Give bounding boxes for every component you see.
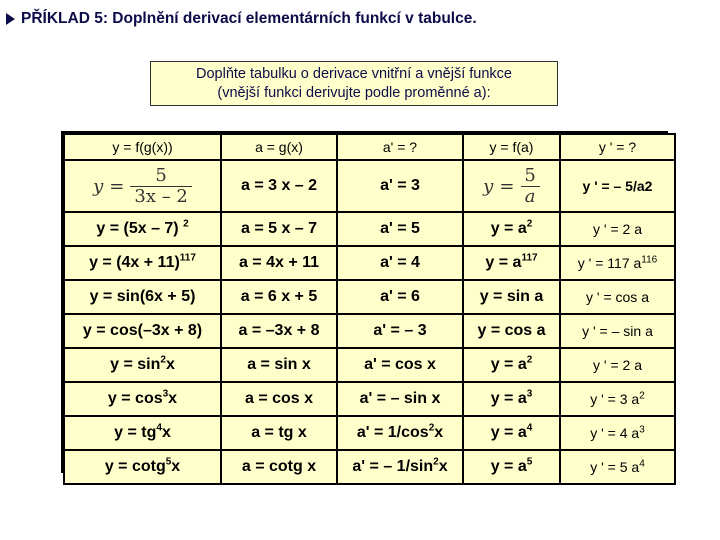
inner-function-cell: a = 3 x – 2 <box>222 161 336 211</box>
inner-derivative-cell <box>338 213 462 245</box>
inner-derivative-cell <box>338 383 462 415</box>
cell-exponent: 4 <box>639 458 645 470</box>
outer-function-cell <box>464 281 559 313</box>
table-row <box>65 417 674 449</box>
inner-function-cell: a = sin x <box>222 349 336 381</box>
outer-function-cell <box>464 247 559 279</box>
cell-text: a' = 1/cos <box>356 424 429 441</box>
table-row <box>65 451 674 483</box>
cell-exponent: 5 <box>165 456 172 468</box>
inner-derivative-cell <box>338 247 462 279</box>
cell-exponent: 2 <box>160 354 166 366</box>
table-row <box>65 349 674 381</box>
cell-suffix: x <box>168 390 178 407</box>
cell-text: y = tg <box>114 424 157 441</box>
cell-text: y = cos a <box>477 322 546 339</box>
cell-exponent: 116 <box>641 254 658 266</box>
cell-exponent: 117 <box>179 252 196 264</box>
outer-function-cell <box>464 213 559 245</box>
cell-text: y ' = 5 a <box>590 459 640 475</box>
slide-title <box>6 10 477 28</box>
cell-text: y = a <box>485 254 522 271</box>
inner-derivative-cell <box>338 315 462 347</box>
cell-text: y = a <box>490 356 527 373</box>
cell-text: y = sin a <box>479 288 544 305</box>
cell-text: y ' = 2 a <box>593 221 642 237</box>
header-cell: a' = ? <box>338 135 462 159</box>
fraction-cell-a: y = $\frac{5}{a}$ <box>464 161 559 211</box>
cell-exponent: 2 <box>526 354 533 366</box>
fraction-denominator: 3x – 2 <box>130 186 192 207</box>
fraction-numerator: 5 <box>524 164 536 186</box>
cell-text: y = sin(6x + 5) <box>89 288 196 305</box>
outer-function-cell <box>464 315 559 347</box>
table-row <box>65 315 674 347</box>
inner-derivative-cell <box>338 349 462 381</box>
header-cell: a = g(x) <box>222 135 336 159</box>
cell-text: a' = 6 <box>380 288 420 305</box>
inner-derivative-cell <box>338 451 462 483</box>
outer-derivative-cell <box>561 383 674 415</box>
outer-derivative-cell <box>561 315 674 347</box>
cell-suffix: x <box>434 424 444 441</box>
cell-exponent: 2 <box>428 422 435 434</box>
table-row <box>65 161 674 211</box>
cell-text: y ' = 3 a <box>590 391 640 407</box>
cell-text: y ' = 4 a <box>590 425 640 441</box>
cell-exponent: 3 <box>526 388 533 400</box>
cell-text: a' = – sin x <box>359 390 441 407</box>
header-cell: y ' = ? <box>561 135 674 159</box>
function-cell <box>65 451 220 483</box>
cell-suffix: x <box>438 458 448 475</box>
cell-text: y ' = cos a <box>586 289 649 305</box>
cell-exponent: 2 <box>183 218 189 230</box>
cell-exponent: 2 <box>433 456 439 468</box>
inner-function-cell: a = 4x + 11 <box>222 247 336 279</box>
triangle-right-icon <box>6 13 15 25</box>
cell-text: y ' = – sin a <box>582 323 653 339</box>
cell-exponent: 117 <box>521 252 538 264</box>
cell-exponent: 4 <box>156 422 162 434</box>
outer-derivative-cell <box>561 247 674 279</box>
outer-derivative-cell: y ' = – 5/a2 <box>561 161 674 211</box>
cell-suffix: x <box>171 458 181 475</box>
cell-text: a' = 4 <box>380 254 420 271</box>
cell-text: a' = – 1/sin <box>352 458 434 475</box>
cell-suffix: x <box>165 356 175 373</box>
inner-function-cell: a = 6 x + 5 <box>222 281 336 313</box>
outer-derivative-cell <box>561 213 674 245</box>
outer-function-cell <box>464 451 559 483</box>
derivative-table <box>61 131 668 473</box>
function-cell <box>65 247 220 279</box>
outer-derivative-cell <box>561 451 674 483</box>
cell-text: y = a <box>490 424 527 441</box>
title-label: PŘÍKLAD 5 <box>21 10 103 27</box>
inner-function-cell: a = cos x <box>222 383 336 415</box>
function-cell <box>65 281 220 313</box>
inner-derivative-cell <box>338 417 462 449</box>
cell-text: y = (5x – 7) <box>96 220 184 237</box>
instruction-line-2: (vnější funkci derivujte podle proměnné a): <box>217 84 491 101</box>
cell-text: y ' = 2 a <box>593 357 642 373</box>
outer-derivative-cell <box>561 281 674 313</box>
cell-text: a' = – 3 <box>373 322 427 339</box>
inner-derivative-cell <box>338 281 462 313</box>
table-row <box>65 247 674 279</box>
table-row <box>65 213 674 245</box>
table-row <box>65 281 674 313</box>
function-cell <box>65 383 220 415</box>
instruction-line-1: Doplňte tabulku o derivace vnitřní a vnější funkce <box>196 65 512 82</box>
cell-text: y = sin <box>110 356 161 373</box>
table-header-row <box>65 135 674 159</box>
fraction-denominator: a <box>521 186 540 207</box>
cell-exponent: 3 <box>162 388 169 400</box>
cell-text: y ' = 117 a <box>577 255 642 271</box>
function-cell <box>65 213 220 245</box>
cell-text: a' = cos x <box>364 356 436 373</box>
title-text: : Doplnění derivací elementárních funkcí v tabulce. <box>102 10 477 27</box>
fraction-cell-f: y = $\frac{5}{3x - 2}$ <box>65 161 220 211</box>
cell-text: y = cos <box>107 390 163 407</box>
cell-exponent: 2 <box>526 218 533 230</box>
cell-text: y = cotg <box>104 458 166 475</box>
table-row <box>65 383 674 415</box>
outer-function-cell <box>464 383 559 415</box>
function-cell <box>65 315 220 347</box>
cell-exponent: 5 <box>526 456 533 468</box>
inner-function-cell: a = cotg x <box>222 451 336 483</box>
inner-function-cell: a = –3x + 8 <box>222 315 336 347</box>
cell-text: y = cos(–3x + 8) <box>82 322 203 339</box>
fraction-numerator: 5 <box>155 164 167 186</box>
cell-text: a' = 5 <box>380 220 420 237</box>
function-cell <box>65 349 220 381</box>
cell-text: y = a <box>490 220 527 237</box>
header-cell: y = f(a) <box>464 135 559 159</box>
cell-text: y = a <box>490 390 527 407</box>
inner-function-cell: a = 5 x – 7 <box>222 213 336 245</box>
header-cell: y = f(g(x)) <box>65 135 220 159</box>
inner-function-cell: a = tg x <box>222 417 336 449</box>
outer-function-cell <box>464 417 559 449</box>
outer-derivative-cell <box>561 417 674 449</box>
cell-exponent: 2 <box>639 390 645 402</box>
cell-exponent: 3 <box>639 424 645 436</box>
cell-suffix: x <box>161 424 171 441</box>
outer-derivative-cell <box>561 349 674 381</box>
instruction-box <box>150 61 558 106</box>
cell-text: y = (4x + 11) <box>89 254 180 271</box>
inner-derivative-cell: a' = 3 <box>338 161 462 211</box>
outer-function-cell <box>464 349 559 381</box>
cell-exponent: 4 <box>526 422 533 434</box>
function-cell <box>65 417 220 449</box>
cell-text: y = a <box>490 458 527 475</box>
